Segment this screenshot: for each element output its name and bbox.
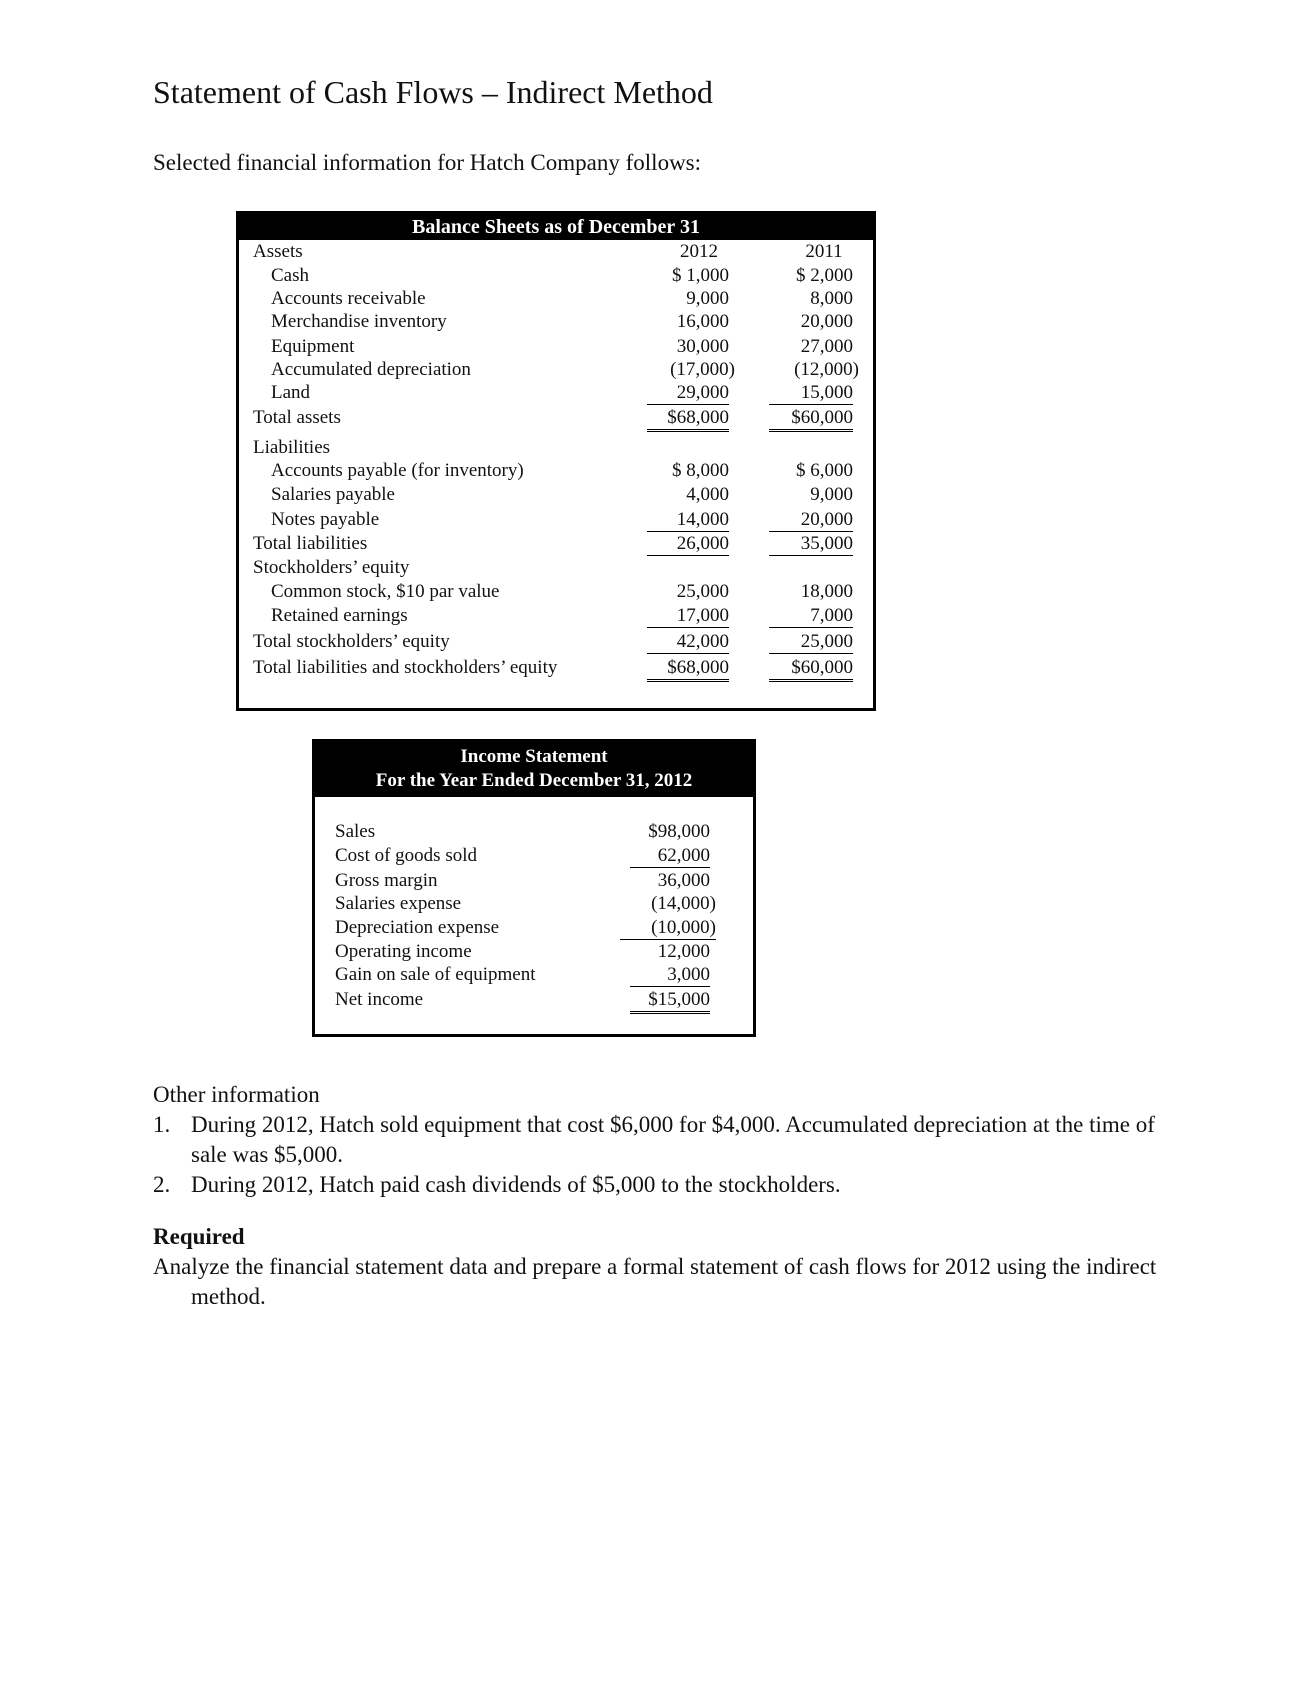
total-equity-row — [239, 631, 873, 653]
intro-text: Selected financial information for Hatch Company follows: — [153, 150, 702, 175]
liabilities-header-row — [239, 437, 873, 459]
value-2012: 9,000 — [686, 288, 729, 309]
table-row — [239, 382, 873, 404]
row-label: Merchandise inventory — [271, 311, 447, 332]
value-2012: $68,000 — [647, 657, 729, 682]
other-information — [153, 1080, 1173, 1200]
row-label: Land — [271, 382, 311, 403]
equity-header-row — [239, 557, 873, 579]
total-assets-row — [239, 407, 873, 429]
table-row — [315, 893, 753, 915]
row-value: (10,000) — [620, 917, 716, 940]
col-2012: 2012 — [680, 241, 718, 262]
row-value: 12,000 — [657, 941, 710, 962]
income-statement-period: For the Year Ended December 31, 2012 — [375, 770, 693, 791]
required-section — [153, 1222, 1173, 1312]
row-value: (14,000) — [651, 893, 716, 914]
value-2011: $ 6,000 — [796, 460, 853, 481]
table-row — [239, 460, 873, 482]
balance-sheet-table — [236, 211, 876, 711]
value-2012: 30,000 — [676, 336, 729, 357]
row-value: $98,000 — [648, 821, 710, 842]
row-label: Gain on sale of equipment — [335, 964, 536, 985]
value-2011: 8,000 — [810, 288, 853, 309]
row-label: Salaries payable — [271, 484, 395, 505]
assets-header-row — [239, 241, 873, 263]
row-label: Retained earnings — [271, 605, 408, 626]
row-label: Sales — [335, 821, 376, 842]
row-label: Gross margin — [335, 870, 438, 891]
row-label: Net income — [335, 989, 424, 1010]
table-row — [239, 359, 873, 381]
list-item — [153, 1110, 1173, 1170]
value-2011: 20,000 — [800, 311, 853, 332]
table-row — [239, 581, 873, 603]
table-row — [315, 917, 753, 939]
total-liabilities-equity-row — [239, 657, 873, 679]
table-row — [239, 484, 873, 506]
value-2012: (17,000) — [670, 359, 735, 380]
value-2011: 9,000 — [810, 484, 853, 505]
list-item-text: During 2012, Hatch paid cash dividends of $5,000 to the stockholders. — [191, 1172, 841, 1197]
balance-sheet-heading: Balance Sheets as of December 31 — [239, 214, 873, 240]
page-title: Statement of Cash Flows – Indirect Method — [153, 74, 713, 110]
table-row — [315, 870, 753, 892]
value-2011: $60,000 — [769, 407, 853, 432]
table-row — [239, 265, 873, 287]
col-2011: 2011 — [805, 241, 843, 262]
value-2012: $ 1,000 — [672, 265, 729, 286]
table-row — [315, 941, 753, 963]
required-text: Analyze the financial statement data and prepare a formal statement of cash flows for 2012 using the indirect method. — [153, 1254, 1157, 1309]
row-label: Cost of goods sold — [335, 845, 477, 866]
row-label: Total stockholders’ equity — [253, 631, 450, 652]
other-information-heading: Other information — [153, 1082, 320, 1107]
table-row — [239, 509, 873, 531]
value-2012: 26,000 — [647, 533, 729, 556]
value-2011: 35,000 — [769, 533, 853, 556]
assets-label: Assets — [253, 241, 303, 262]
table-row — [315, 845, 753, 867]
table-row — [239, 311, 873, 333]
row-label: Total assets — [253, 407, 341, 428]
row-label: Total liabilities — [253, 533, 368, 554]
value-2011: 7,000 — [769, 605, 853, 628]
list-item-text: During 2012, Hatch sold equipment that cost $6,000 for $4,000. Accumulated depreciation at the time of sale was $5,000. — [191, 1112, 1155, 1167]
row-label: Cash — [271, 265, 309, 286]
row-label: Total liabilities and stockholders’ equity — [253, 657, 558, 678]
value-2012: 25,000 — [676, 581, 729, 602]
list-marker: 2. — [153, 1172, 171, 1197]
row-value: 3,000 — [630, 964, 710, 987]
income-statement-heading — [315, 742, 753, 797]
row-label: Depreciation expense — [335, 917, 500, 938]
row-label: Common stock, $10 par value — [271, 581, 500, 602]
value-2011: 20,000 — [769, 509, 853, 532]
list-marker: 1. — [153, 1112, 171, 1137]
total-liabilities-row — [239, 533, 873, 555]
table-row — [239, 288, 873, 310]
row-label: Notes payable — [271, 509, 380, 530]
row-label: Equipment — [271, 336, 355, 357]
liabilities-label: Liabilities — [253, 437, 331, 458]
row-value: 62,000 — [630, 845, 710, 868]
table-row — [315, 964, 753, 986]
value-2011: 15,000 — [769, 382, 853, 405]
value-2012: 4,000 — [686, 484, 729, 505]
value-2012: $68,000 — [647, 407, 729, 432]
value-2012: 17,000 — [647, 605, 729, 628]
equity-label: Stockholders’ equity — [253, 557, 410, 578]
value-2011: $60,000 — [769, 657, 853, 682]
table-row — [239, 336, 873, 358]
value-2012: 16,000 — [676, 311, 729, 332]
row-label: Accumulated depreciation — [271, 359, 471, 380]
list-item — [153, 1170, 1173, 1200]
table-row — [315, 821, 753, 843]
value-2012: 42,000 — [647, 631, 729, 654]
table-row — [239, 605, 873, 627]
row-label: Accounts receivable — [271, 288, 426, 309]
value-2011: $ 2,000 — [796, 265, 853, 286]
value-2012: 29,000 — [647, 382, 729, 405]
value-2011: 27,000 — [800, 336, 853, 357]
table-row — [315, 989, 753, 1011]
row-label: Operating income — [335, 941, 472, 962]
value-2011: 25,000 — [769, 631, 853, 654]
row-label: Accounts payable (for inventory) — [271, 460, 524, 481]
income-statement-title: Income Statement — [460, 746, 608, 767]
row-value: $15,000 — [630, 989, 710, 1014]
income-statement-table — [312, 739, 756, 1037]
value-2011: 18,000 — [800, 581, 853, 602]
value-2012: $ 8,000 — [672, 460, 729, 481]
required-heading: Required — [153, 1224, 245, 1249]
value-2012: 14,000 — [647, 509, 729, 532]
value-2011: (12,000) — [794, 359, 859, 380]
row-value: 36,000 — [657, 870, 710, 891]
row-label: Salaries expense — [335, 893, 462, 914]
